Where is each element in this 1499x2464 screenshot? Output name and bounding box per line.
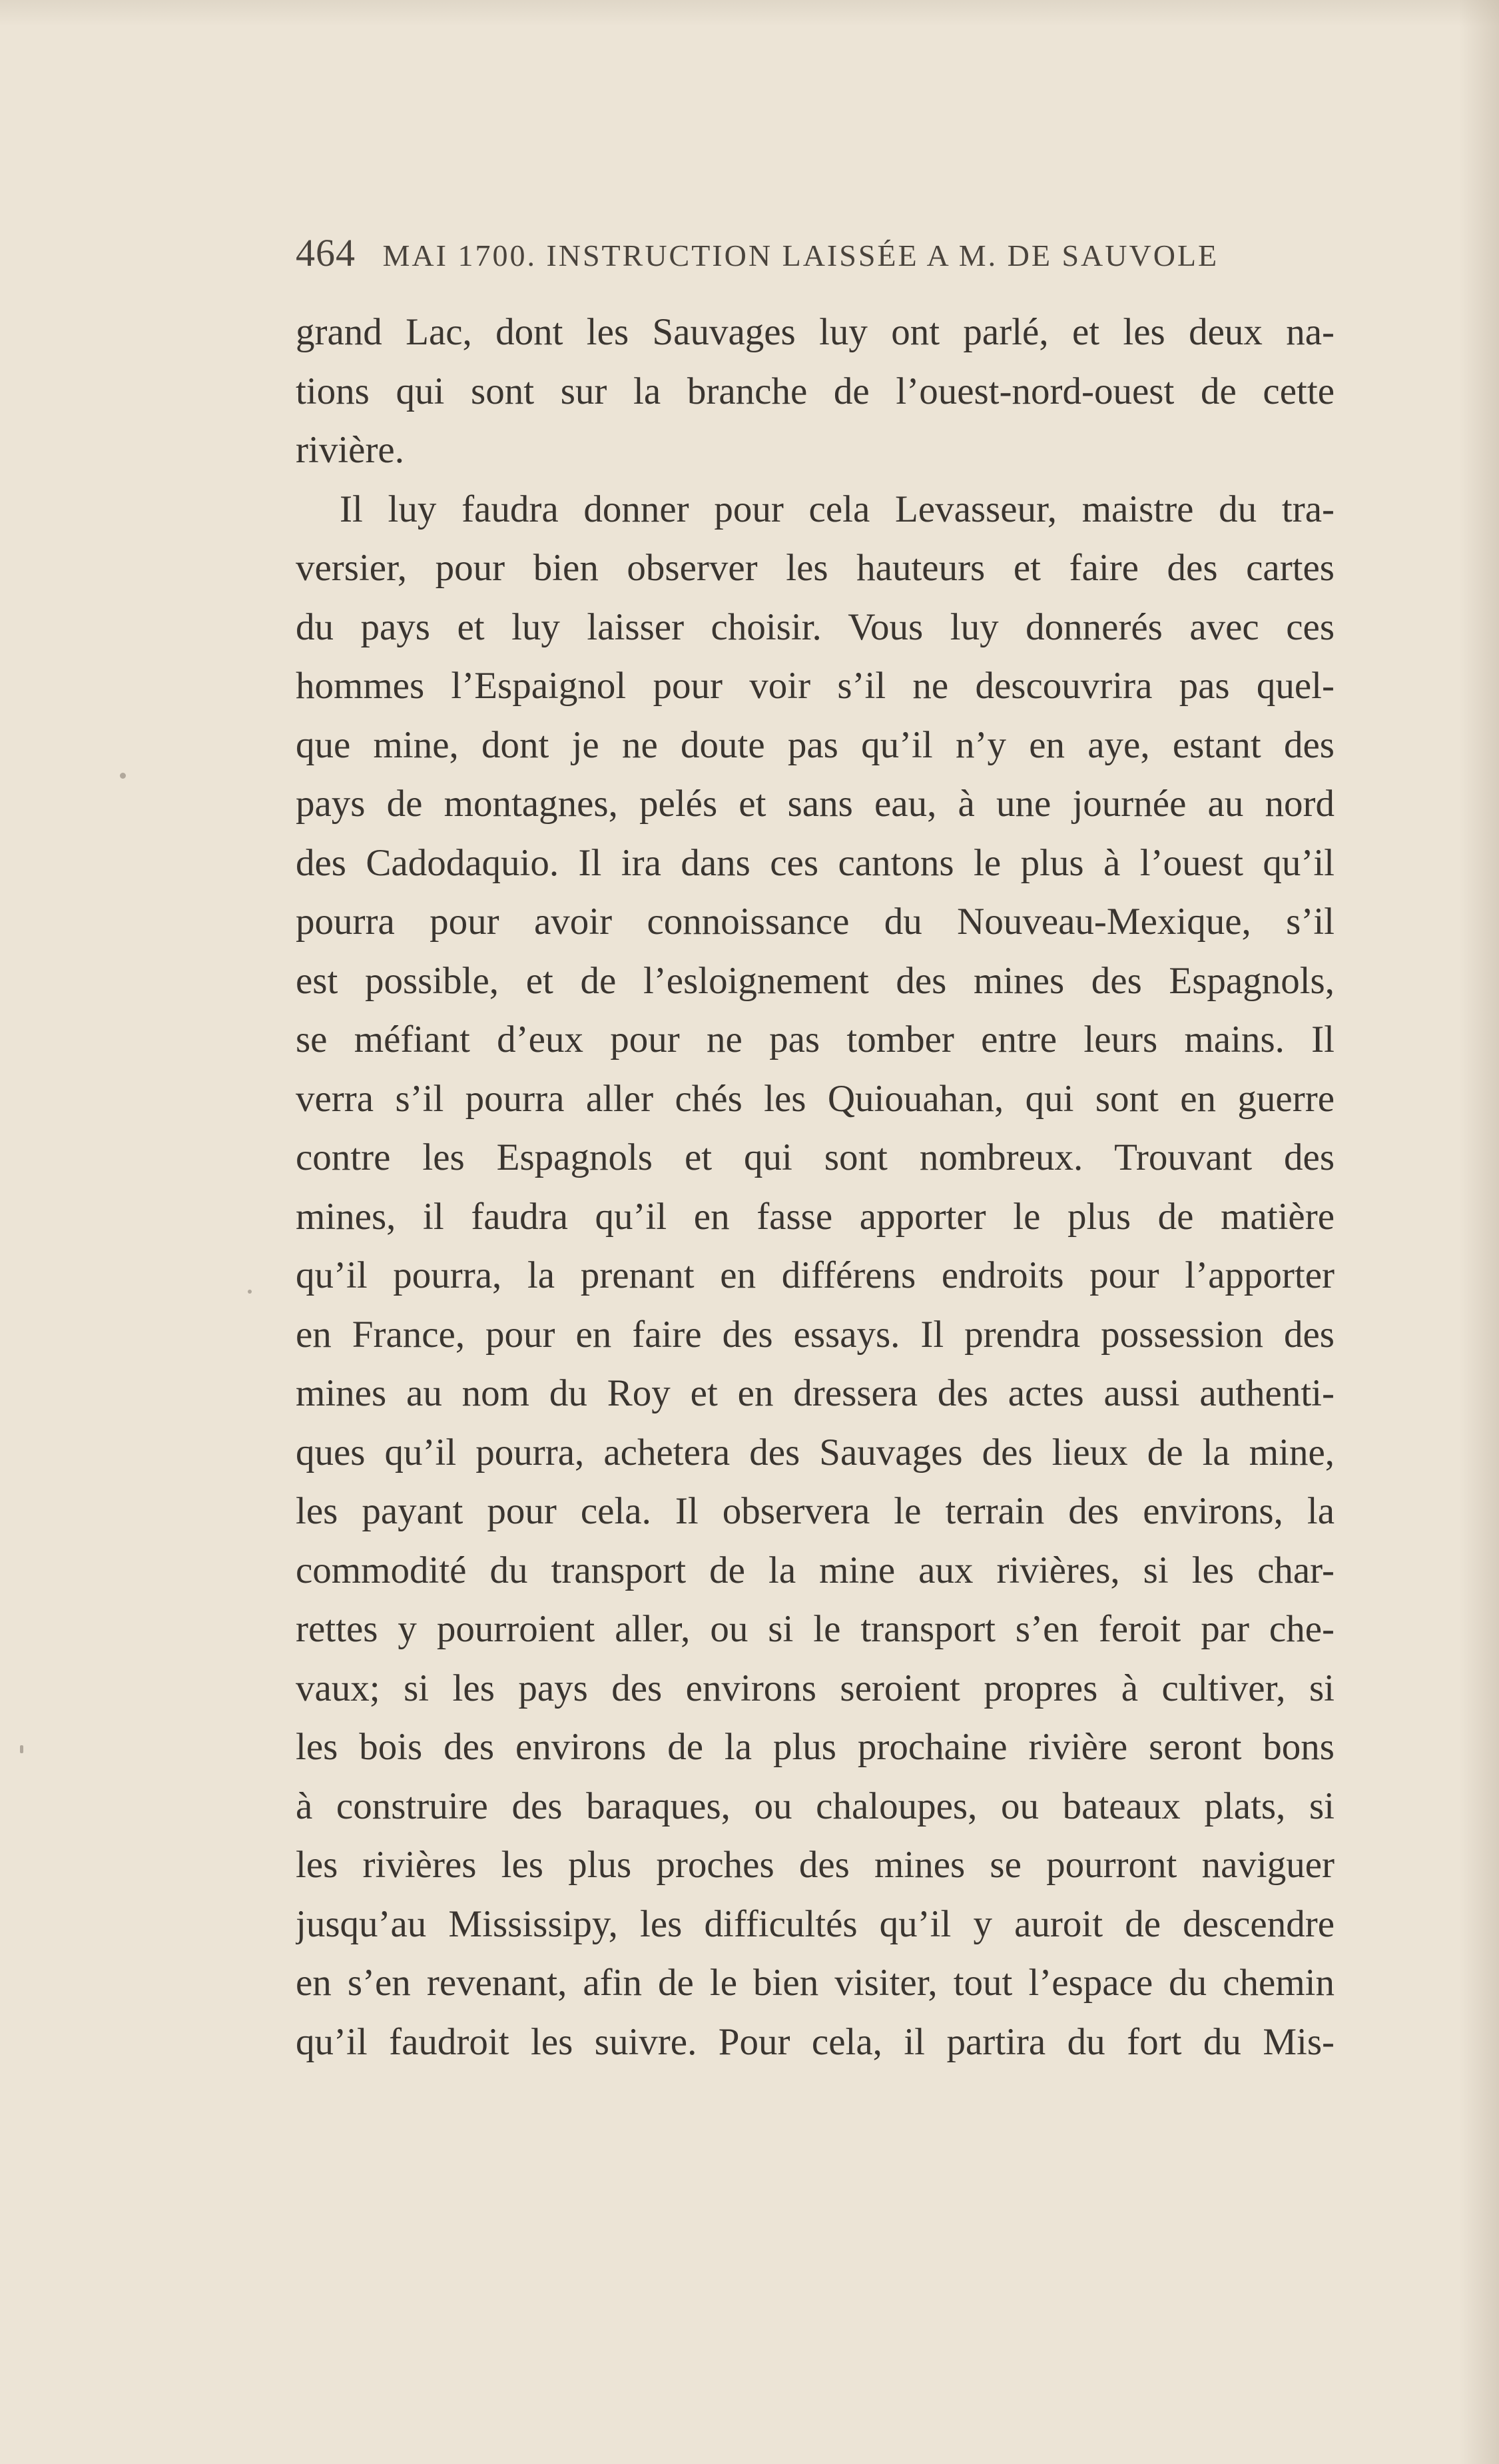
text-line: se méfiant d’eux pour ne pas tomber entre leurs mains. Il (296, 1019, 1335, 1060)
page-number: 464 (296, 231, 356, 274)
text-line: les rivières les plus proches des mines se pourront naviguer (296, 1844, 1335, 1886)
text-line: rettes y pourroient aller, ou si le transport s’en feroit par che- (296, 1608, 1335, 1650)
text-line: Il luy faudra donner pour cela Levasseur, maistre du tra- (340, 488, 1335, 530)
page-top-shadow (0, 0, 1499, 27)
paper-speck (120, 773, 126, 779)
text-line: les bois des environs de la plus prochaine rivière seront bons (296, 1726, 1335, 1768)
text-line: verra s’il pourra aller chés les Quiouahan, qui sont en guerre (296, 1077, 1335, 1120)
text-line: en s’en revenant, afin de le bien visiter, tout l’espace du chemin (296, 1962, 1335, 2004)
text-line: versier, pour bien observer les hauteurs et faire des cartes (296, 547, 1335, 589)
text-line: jusqu’au Mississipy, les difficultés qu’il y auroit de descendre (296, 1902, 1335, 1945)
text-line: vaux; si les pays des environs seroient propres à cultiver, si (296, 1667, 1335, 1709)
text-line: à construire des baraques, ou chaloupes, ou bateaux plats, si (296, 1785, 1335, 1827)
text-line: rivière. (296, 429, 404, 471)
paper-speck (20, 1745, 23, 1753)
text-line: mines au nom du Roy et en dressera des actes aussi authenti- (296, 1372, 1335, 1414)
text-line: que mine, dont je ne doute pas qu’il n’y en aye, estant des (296, 723, 1335, 766)
text-line: ques qu’il pourra, achetera des Sauvages des lieux de la mine, (296, 1431, 1335, 1473)
text-line: les payant pour cela. Il observera le terrain des environs, la (296, 1490, 1335, 1532)
text-line: commodité du transport de la mine aux rivières, si les char- (296, 1549, 1335, 1591)
text-line: en France, pour en faire des essays. Il prendra possession des (296, 1313, 1335, 1356)
text-line: qu’il faudroit les suivre. Pour cela, il partira du fort du Mis- (296, 2020, 1335, 2063)
page-gutter-shadow (1459, 0, 1499, 2464)
text-line: contre les Espagnols et qui sont nombreux. Trouvant des (296, 1136, 1335, 1178)
text-line: hommes l’Espaignol pour voir s’il ne descouvrira pas quel- (296, 665, 1335, 707)
text-line: pourra pour avoir connoissance du Nouveau-Mexique, s’il (296, 901, 1335, 943)
text-line: grand Lac, dont les Sauvages luy ont parlé, et les deux na- (296, 311, 1335, 353)
running-title: MAI 1700. INSTRUCTION LAISSÉE A M. DE SAUVOLE (382, 238, 1219, 272)
body-text (296, 303, 1335, 2072)
text-line: tions qui sont sur la branche de l’ouest-nord-ouest de cette (296, 370, 1335, 412)
text-line: pays de montagnes, pelés et sans eau, à une journée au nord (296, 783, 1335, 825)
text-line: du pays et luy laisser choisir. Vous luy donnerés avec ces (296, 606, 1335, 648)
text-line: qu’il pourra, la prenant en différens endroits pour l’apporter (296, 1254, 1335, 1296)
text-line: mines, il faudra qu’il en fasse apporter le plus de matière (296, 1195, 1335, 1238)
running-head (296, 230, 1335, 277)
paper-speck (248, 1290, 252, 1294)
text-line: des Cadodaquio. Il ira dans ces cantons le plus à l’ouest qu’il (296, 841, 1335, 884)
text-line: est possible, et de l’esloignement des mines des Espagnols, (296, 959, 1335, 1002)
